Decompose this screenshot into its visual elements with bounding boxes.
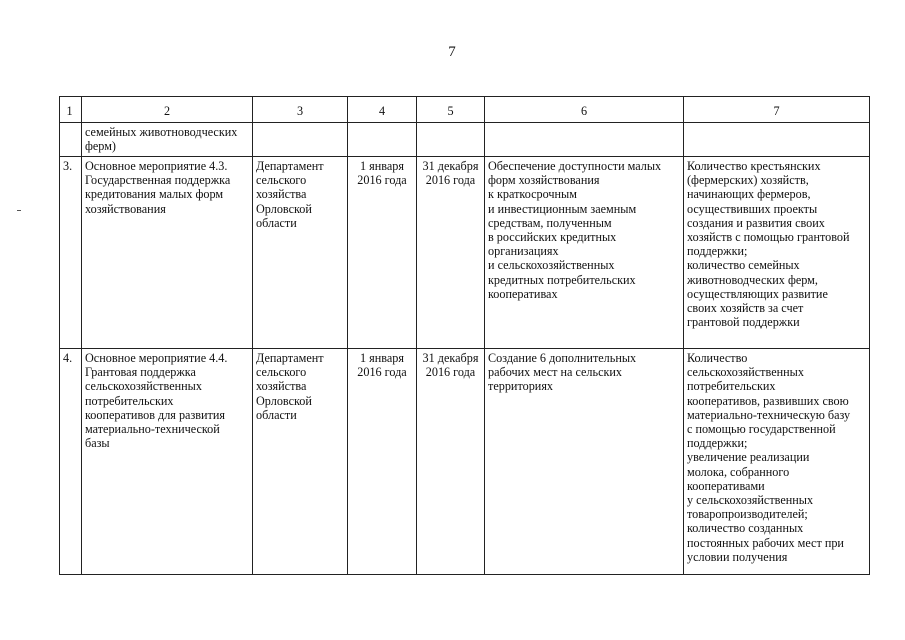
cell-line: семейных животноводческих [85, 125, 238, 139]
cell-line: Основное мероприятие 4.4. [85, 351, 228, 365]
cell-line: Создание 6 дополнительных [488, 351, 637, 365]
cell-line: к краткосрочным [488, 187, 577, 202]
cell-line: Основное мероприятие 4.3. [85, 159, 228, 173]
cell-line: кооперативов, развивших свою [687, 393, 849, 408]
cell-line: Орловской [256, 201, 312, 216]
cell-line: 31 декабря [422, 159, 479, 173]
cell-line: хозяйствования [85, 201, 166, 216]
page-number: 7 [448, 44, 456, 60]
table-header-row [60, 97, 870, 123]
cell-line: Грантовая поддержка [85, 365, 196, 380]
cell-line: сельскохозяйственных [85, 379, 202, 394]
cell-line: (фермерских) хозяйств, [687, 173, 809, 188]
cell-line: осуществивших проекты [687, 201, 818, 216]
column-header-5: 5 [417, 97, 485, 123]
cell-line: Количество [687, 351, 748, 365]
column-header-4: 4 [348, 97, 417, 123]
start-date-cell [348, 157, 417, 349]
cell-line: материально-технической [85, 422, 220, 437]
cell-line: товаропроизводителей; [687, 507, 808, 522]
cell-line: Департамент [256, 351, 324, 365]
cell-line: организациях [488, 244, 559, 259]
table-row [60, 123, 870, 157]
cell-line: своих хозяйств за счет [687, 301, 804, 316]
cell-line: кредитования малых форм [85, 187, 224, 202]
cell-line: условии получения [687, 549, 788, 564]
cell-line: поддержки; [687, 244, 748, 259]
result-cell [485, 123, 684, 157]
cell-line: территориях [488, 379, 554, 394]
result-cell [485, 157, 684, 349]
end-date-cell [417, 349, 485, 575]
cell-line: 31 декабря [422, 351, 479, 365]
cell-line: кредитных потребительских [488, 272, 636, 287]
cell-line: в российских кредитных [488, 230, 617, 245]
cell-line: 2016 года [357, 365, 407, 380]
cell-line: молока, собранного [687, 464, 790, 479]
executor-cell [253, 349, 348, 575]
cell-line: постоянных рабочих мест при [687, 535, 844, 550]
cell-line: сельскохозяйственных [687, 365, 804, 380]
cell-line: начинающих фермеров, [687, 187, 811, 202]
start-date-cell [348, 123, 417, 157]
executor-cell [253, 123, 348, 157]
cell-line: 1 января [360, 159, 404, 173]
cell-line: осуществляющих развитие [687, 286, 828, 301]
cell-line: кооперативов для развития [85, 407, 226, 422]
cell-line: у сельскохозяйственных [687, 493, 814, 508]
cell-line: и инвестиционным заемным [488, 201, 637, 216]
end-date-cell [417, 123, 485, 157]
cell-line: рабочих мест на сельских [488, 365, 623, 380]
cell-line: количество созданных [687, 521, 804, 536]
cell-line: поддержки; [687, 436, 748, 451]
table-row [60, 349, 870, 575]
cell-line: материально-техническую базу [687, 407, 851, 422]
end-date-cell [417, 157, 485, 349]
column-header-7: 7 [684, 97, 870, 123]
column-header-1: 1 [60, 97, 82, 123]
row-number: 3. [60, 157, 82, 349]
cell-line: базы [85, 436, 110, 451]
indicator-cell [684, 123, 870, 157]
cell-line: форм хозяйствования [488, 173, 600, 188]
measure-cell [82, 157, 253, 349]
result-cell [485, 349, 684, 575]
executor-cell [253, 157, 348, 349]
cell-line: области [256, 215, 297, 230]
cell-line: Департамент [256, 159, 324, 173]
cell-line: грантовой поддержки [687, 315, 800, 330]
cell-line: хозяйства [256, 187, 307, 202]
column-header-6: 6 [485, 97, 684, 123]
cell-line: потребительских [85, 393, 174, 408]
column-header-2: 2 [82, 97, 253, 123]
cell-line: Количество крестьянских [687, 159, 821, 173]
measure-cell [82, 123, 253, 157]
cell-line: и сельскохозяйственных [488, 258, 615, 273]
margin-mark [17, 210, 21, 211]
measures-table [59, 96, 870, 575]
cell-line: увеличение реализации [687, 450, 810, 465]
cell-line: потребительских [687, 379, 776, 394]
cell-line: хозяйства [256, 379, 307, 394]
cell-line: с помощью государственной [687, 422, 836, 437]
cell-line: сельского [256, 173, 307, 188]
indicator-cell [684, 349, 870, 575]
cell-line: 2016 года [357, 173, 407, 188]
cell-line: животноводческих ферм, [687, 272, 818, 287]
cell-line: Орловской [256, 393, 312, 408]
table-row [60, 157, 870, 349]
cell-line: количество семейных [687, 258, 800, 273]
cell-line: 1 января [360, 351, 404, 365]
cell-line: кооперативами [687, 478, 765, 493]
cell-line: создания и развития своих [687, 215, 825, 230]
start-date-cell [348, 349, 417, 575]
cell-line: Государственная поддержка [85, 173, 231, 188]
cell-line: кооперативах [488, 286, 558, 301]
measure-cell [82, 349, 253, 575]
cell-line: Обеспечение доступности малых [488, 159, 662, 173]
cell-line: сельского [256, 365, 307, 380]
cell-line: хозяйств с помощью грантовой [687, 230, 850, 245]
column-header-3: 3 [253, 97, 348, 123]
indicator-cell [684, 157, 870, 349]
cell-line: 2016 года [425, 365, 476, 380]
row-number: 4. [60, 349, 82, 575]
cell-line: ферм) [85, 139, 116, 154]
cell-line: области [256, 407, 297, 422]
cell-line: 2016 года [425, 173, 476, 188]
cell-line: средствам, полученным [488, 215, 612, 230]
row-number [60, 123, 82, 157]
